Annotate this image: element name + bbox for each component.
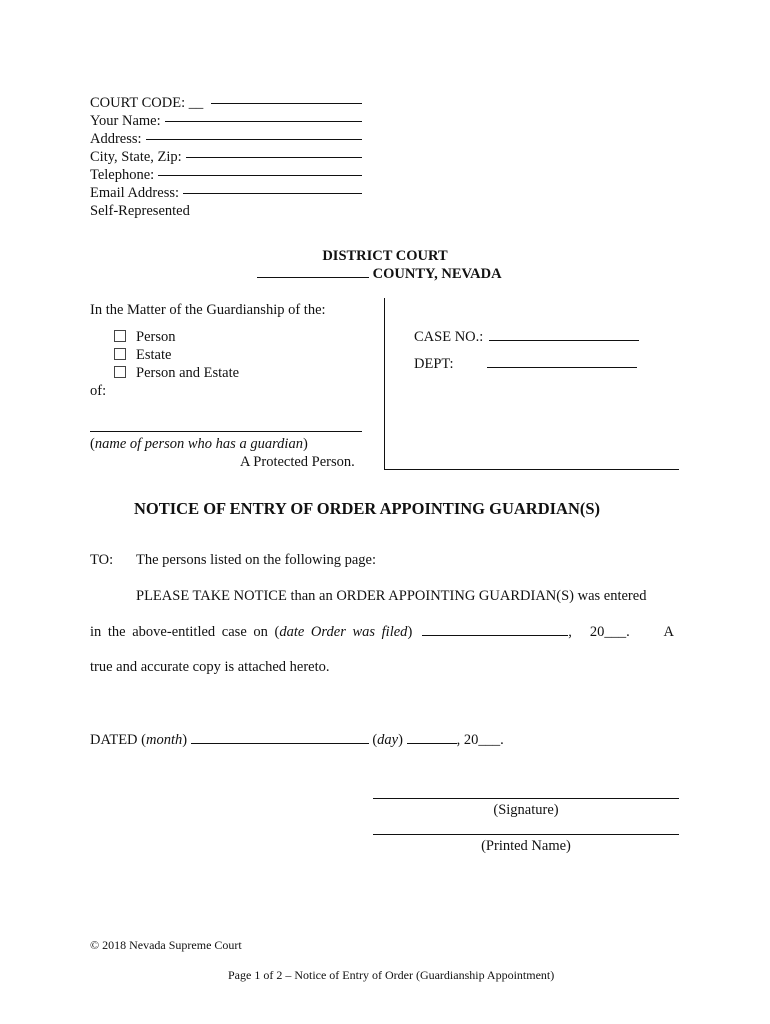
city-state-zip-label: City, State, Zip: xyxy=(90,149,182,165)
email-field[interactable] xyxy=(183,193,362,194)
city-state-zip-line xyxy=(90,148,362,166)
year-filed-field[interactable]: 20___. xyxy=(589,624,630,640)
email-label: Email Address: xyxy=(90,185,180,201)
option-estate[interactable] xyxy=(114,347,171,364)
of-label: of: xyxy=(90,383,107,399)
dept-label: DEPT: xyxy=(414,356,454,372)
court-code-label: COURT CODE: __ xyxy=(90,95,204,111)
case-no-field[interactable] xyxy=(489,339,639,341)
city-state-zip-field[interactable] xyxy=(186,157,362,158)
notice-line-2-close: ) xyxy=(407,624,413,640)
your-name-label: Your Name: xyxy=(90,113,161,129)
dated-line xyxy=(90,732,504,749)
dated-label: DATED ( xyxy=(90,732,146,748)
notice-line-3: true and accurate copy is attached hereto. xyxy=(90,659,330,675)
estate-checkbox[interactable] xyxy=(114,348,126,360)
address-line xyxy=(90,130,362,148)
self-represented-label: Self-Represented xyxy=(90,203,190,219)
notice-title: NOTICE OF ENTRY OF ORDER APPOINTING GUARDIAN(S) xyxy=(134,499,601,518)
notice-line-2-end: A xyxy=(663,624,674,640)
county-suffix: COUNTY, NEVADA xyxy=(372,266,502,282)
address-field[interactable] xyxy=(146,139,362,140)
option-person-and-estate[interactable] xyxy=(114,365,239,382)
comma: , xyxy=(568,624,572,640)
day-field[interactable] xyxy=(407,742,457,744)
dated-close: ) xyxy=(182,732,188,748)
month-field[interactable] xyxy=(191,742,369,744)
copyright-notice: © 2018 Nevada Supreme Court xyxy=(90,938,242,952)
dated-year-field[interactable]: , 20___. xyxy=(456,732,504,748)
header-fields xyxy=(90,94,362,220)
case-no-line xyxy=(414,329,639,346)
person-checkbox[interactable] xyxy=(114,330,126,342)
printed-name-label: (Printed Name) xyxy=(481,838,571,854)
day-hint: day xyxy=(377,732,399,748)
your-name-line xyxy=(90,112,362,130)
email-line xyxy=(90,184,362,202)
dept-field[interactable] xyxy=(487,366,637,368)
to-text: The persons listed on the following page: xyxy=(136,552,377,568)
your-name-field[interactable] xyxy=(165,121,362,122)
court-title: DISTRICT COURT xyxy=(322,248,448,264)
month-hint: month xyxy=(145,732,183,748)
notice-line-1: PLEASE TAKE NOTICE than an ORDER APPOINTING GUARDIAN(S) was entered xyxy=(136,588,647,604)
signature-field[interactable] xyxy=(373,798,679,799)
telephone-label: Telephone: xyxy=(90,167,155,183)
option-person-label: Person xyxy=(136,329,176,345)
notice-line-2 xyxy=(90,624,674,641)
county-line xyxy=(257,266,502,283)
name-hint: (name of person who has a guardian) xyxy=(90,436,308,452)
notice-line-2-prefix: in the above-entitled case on ( xyxy=(90,624,280,640)
court-code-field[interactable] xyxy=(211,103,362,104)
to-label: TO: xyxy=(90,552,114,568)
address-label: Address: xyxy=(90,131,142,147)
dept-line xyxy=(414,356,637,373)
signature-label: (Signature) xyxy=(493,802,559,818)
self-represented-line xyxy=(90,202,362,220)
option-person-and-estate-label: Person and Estate xyxy=(136,365,240,381)
telephone-line xyxy=(90,166,362,184)
option-person[interactable] xyxy=(114,329,175,346)
day-close: ) xyxy=(398,732,403,748)
day-open: ( xyxy=(372,732,378,748)
option-estate-label: Estate xyxy=(136,347,172,363)
caption-horizontal-divider xyxy=(384,469,679,470)
county-field[interactable] xyxy=(257,276,369,278)
court-code-line xyxy=(90,94,362,112)
page-info: Page 1 of 2 – Notice of Entry of Order (Guardianship Appointment) xyxy=(228,968,555,982)
matter-label: In the Matter of the Guardianship of the: xyxy=(90,302,326,318)
telephone-field[interactable] xyxy=(158,175,362,176)
date-order-filed-hint: date Order was filed xyxy=(279,624,408,640)
protected-person-label: A Protected Person. xyxy=(240,454,355,470)
person-and-estate-checkbox[interactable] xyxy=(114,366,126,378)
caption-vertical-divider xyxy=(384,298,385,470)
date-order-filed-field[interactable] xyxy=(422,634,568,636)
protected-person-name-field[interactable] xyxy=(90,431,362,432)
case-no-label: CASE NO.: xyxy=(414,329,484,345)
name-hint-text: name of person who has a guardian xyxy=(94,436,303,452)
printed-name-field[interactable] xyxy=(373,834,679,835)
